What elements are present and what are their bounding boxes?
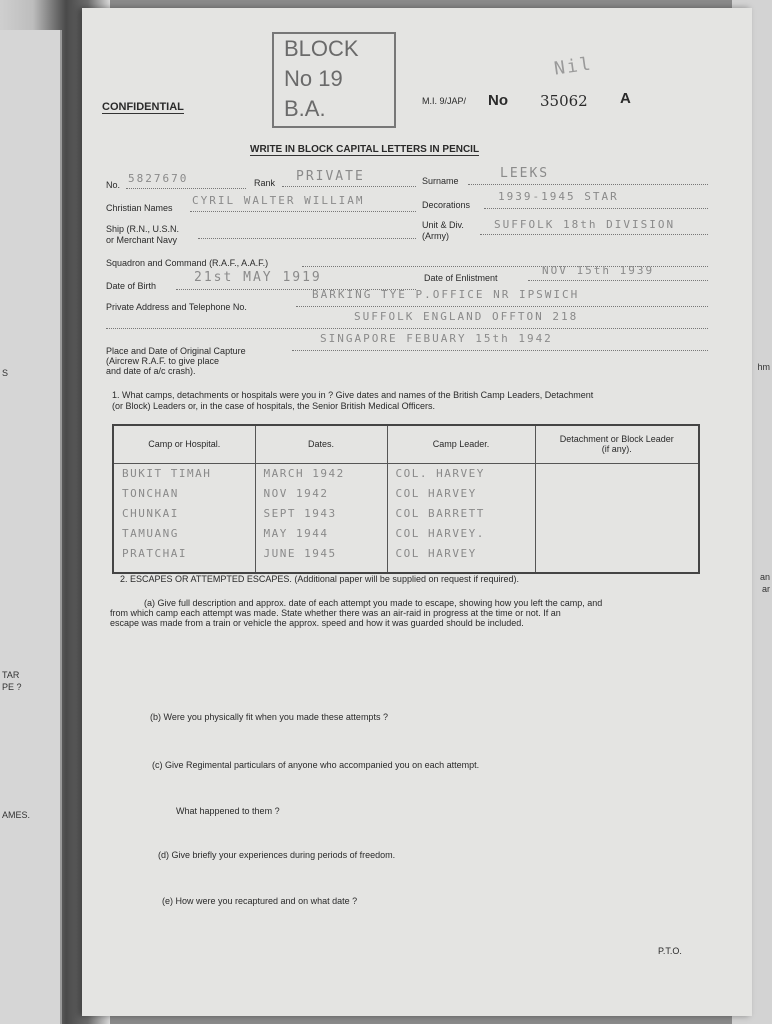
question-2e: (e) How were you recaptured and on what date ? <box>162 896 358 906</box>
surname-label: Surname <box>422 176 459 186</box>
squadron-label: Squadron and Command (R.A.F., A.A.F.) <box>106 258 269 268</box>
right-margin-text: ar <box>761 584 770 594</box>
unit-label: Unit & Div. <box>422 220 464 230</box>
enlistment-label: Date of Enlistment <box>424 273 498 283</box>
service-number-value: 5827670 <box>128 172 189 185</box>
capture-label: Place and Date of Original Capture <box>106 346 246 356</box>
left-margin-text: TAR <box>2 670 20 680</box>
camp-dates: JUNE 1945 <box>263 546 337 560</box>
camp-leader: COL. HARVEY <box>395 466 485 480</box>
number-label: No <box>488 92 508 109</box>
decorations-label: Decorations <box>422 200 471 210</box>
camp-leader: COL HARVEY <box>395 546 477 560</box>
right-margin-text: an <box>759 572 770 582</box>
no-label: No. <box>106 180 121 190</box>
camp-cells <box>113 463 255 573</box>
camp-dates: SEPT 1943 <box>263 506 337 520</box>
pto-label: P.T.O. <box>658 946 682 956</box>
camp-name: BUKIT TIMAH <box>122 466 212 480</box>
camp-name: PRATCHAI <box>122 546 187 560</box>
leader-cells <box>387 463 535 573</box>
rank-value: PRIVATE <box>296 169 365 184</box>
column-header: Camp Leader. <box>387 425 535 463</box>
left-margin-text: AMES. <box>2 810 31 820</box>
form-reference: M.I. 9/JAP/ <box>422 96 467 106</box>
rank-label: Rank <box>254 178 276 188</box>
decorations-value: 1939-1945 STAR <box>498 190 619 203</box>
capture-value: SINGAPORE FEBUARY 15th 1942 <box>320 332 553 345</box>
nil-note: Nil <box>552 53 594 80</box>
question-1-text-2: (or Block) Leaders or, in the case of hospitals, the Senior British Medical Officers. <box>112 401 435 411</box>
surname-value: LEEKS <box>500 166 550 181</box>
left-adjacent-page <box>0 30 62 1024</box>
christian-names-value: CYRIL WALTER WILLIAM <box>192 194 365 207</box>
block-stamp <box>272 32 396 128</box>
question-2c: (c) Give Regimental particulars of anyone who accompanied you on each attempt. <box>152 760 480 770</box>
camp-name: TONCHAN <box>122 486 179 500</box>
column-header: Detachment or Block Leader (if any). <box>535 425 699 463</box>
date-cells <box>255 463 387 573</box>
question-2a-line-1: (a) Give full description and approx. date of each attempt you made to escape, showing how you left the camp, and <box>144 598 603 608</box>
question-2c-followup: What happened to them ? <box>176 806 280 816</box>
left-margin-text: PE ? <box>2 682 22 692</box>
stamp-line: B.A. <box>284 96 326 121</box>
question-2-title: 2. ESCAPES OR ATTEMPTED ESCAPES. (Additional paper will be supplied on request if required). <box>120 574 520 584</box>
enlistment-value: NOV 15th 1939 <box>542 264 655 277</box>
column-header: Camp or Hospital. <box>113 425 255 463</box>
capture-label-3: and date of a/c crash). <box>106 366 196 376</box>
camp-dates: MAY 1944 <box>263 526 329 540</box>
detachment-cells <box>535 463 699 573</box>
camp-leader: COL HARVEY. <box>395 526 485 540</box>
form-page <box>82 8 752 1016</box>
christian-names-label: Christian Names <box>106 203 173 213</box>
camp-name: CHUNKAI <box>122 506 179 520</box>
camp-dates: NOV 1942 <box>263 486 329 500</box>
question-2a-line-3: escape was made from a train or vehicle the approx. speed and how it was guarded should be included. <box>110 618 524 628</box>
serial-number: 35062 <box>540 92 588 110</box>
unit-label-2: (Army) <box>422 231 449 241</box>
camp-leader: COL BARRETT <box>395 506 485 520</box>
stamp-line: No 19 <box>284 66 343 91</box>
question-2b: (b) Were you physically fit when you made these attempts ? <box>150 712 388 722</box>
camp-dates: MARCH 1942 <box>263 466 345 480</box>
address-value-2: SUFFOLK ENGLAND OFFTON 218 <box>354 310 579 323</box>
column-header: Dates. <box>255 425 387 463</box>
stamp-line: BLOCK <box>284 36 359 61</box>
left-margin-text: S <box>2 368 9 378</box>
address-value-1: BARKING TYE P.OFFICE NR IPSWICH <box>312 288 580 301</box>
camp-name: TAMUANG <box>122 526 179 540</box>
instruction-heading: WRITE IN BLOCK CAPITAL LETTERS IN PENCIL <box>250 144 480 155</box>
ship-label-2: or Merchant Navy <box>106 235 178 245</box>
question-1-text: 1. What camps, detachments or hospitals were you in ? Give dates and names of the British Camp Leaders, Detachment <box>112 390 594 400</box>
serial-suffix: A <box>620 90 631 107</box>
question-2a-line-2: from which camp each attempt was made. State whether there was an air-raid in progress at the time or not. If an <box>110 608 561 618</box>
table-row <box>113 463 699 573</box>
dob-value: 21st MAY 1919 <box>194 270 322 285</box>
confidential-label: CONFIDENTIAL <box>102 101 184 113</box>
question-2d: (d) Give briefly your experiences during periods of freedom. <box>158 850 396 860</box>
address-label: Private Address and Telephone No. <box>106 302 247 312</box>
camp-leader: COL HARVEY <box>395 486 477 500</box>
right-margin-text: hm <box>757 362 770 372</box>
capture-label-2: (Aircrew R.A.F. to give place <box>106 356 220 366</box>
ship-label: Ship (R.N., U.S.N. <box>106 224 180 234</box>
camps-table <box>112 424 700 574</box>
dob-label: Date of Birth <box>106 281 157 291</box>
unit-value: SUFFOLK 18th DIVISION <box>494 218 676 231</box>
